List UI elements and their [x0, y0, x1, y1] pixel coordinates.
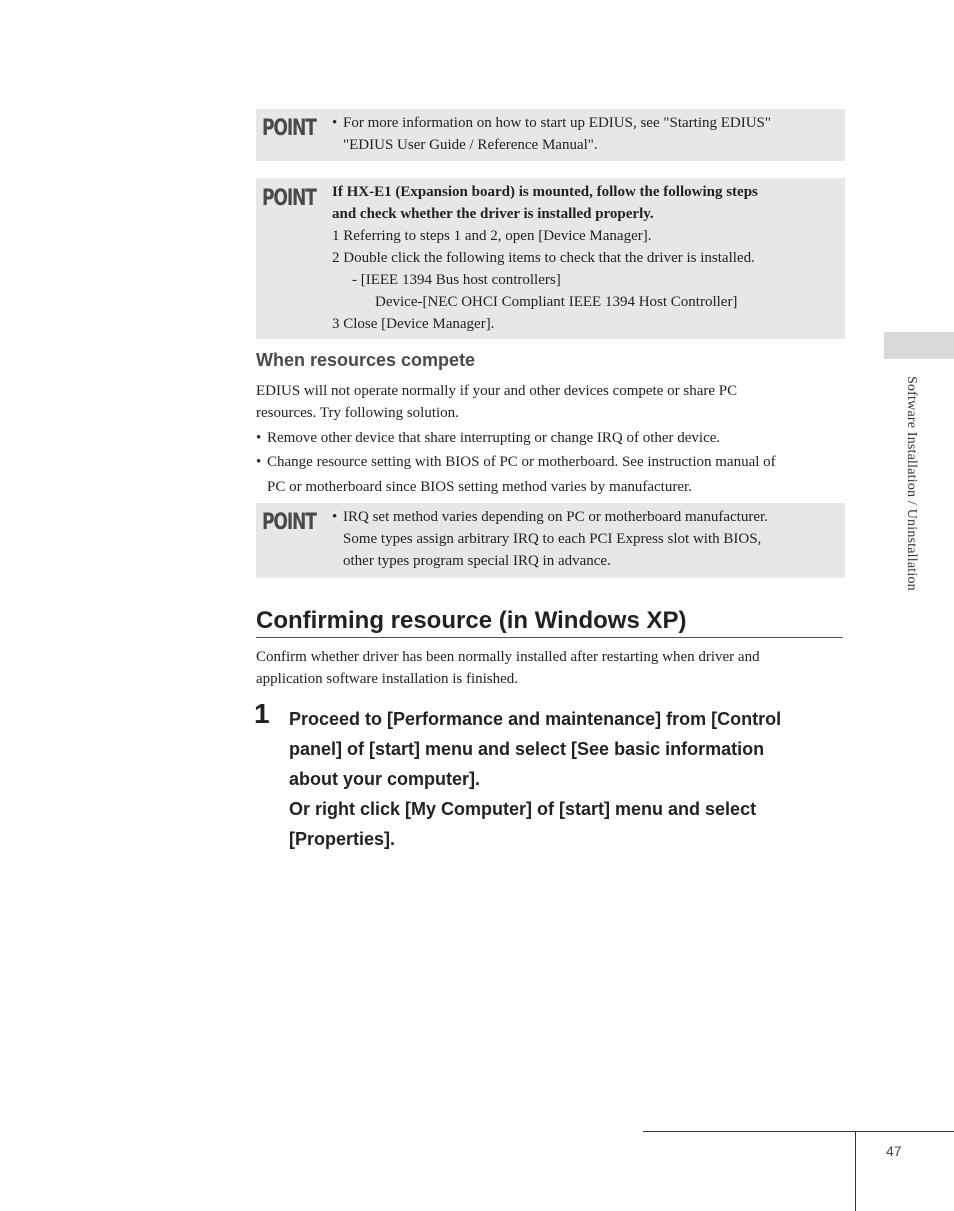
point-box-startup: [256, 109, 845, 161]
chapter-tab: [884, 332, 954, 359]
point-box-hx-e1: [256, 178, 845, 339]
section-intro: [256, 646, 846, 690]
step-number: 1: [254, 698, 270, 729]
point-badge: POINT: [262, 510, 316, 535]
step-line: Proceed to [Performance and maintenance] from [Control: [289, 709, 782, 729]
text-line: Change resource setting with BIOS of PC or motherboard. See instruction manual of: [267, 454, 776, 470]
bold-line: and check whether the driver is installed properly.: [332, 206, 654, 222]
step-line: about your computer].: [289, 769, 481, 789]
bold-line: If HX-E1 (Expansion board) is mounted, follow the following steps: [332, 184, 758, 200]
section-title: Confirming resource (in Windows XP): [256, 606, 843, 638]
bullet-dot: •: [256, 430, 262, 446]
step-line: 1 Referring to steps 1 and 2, open [Device Manager].: [332, 228, 652, 244]
text-line: Some types assign arbitrary IRQ to each PCI Express slot with BIOS,: [343, 531, 762, 547]
step-line: [Properties].: [289, 829, 396, 849]
step-line: - [IEEE 1394 Bus host controllers]: [352, 272, 561, 288]
list-item: [256, 426, 846, 451]
step-line: 3 Close [Device Manager].: [332, 316, 495, 332]
subsection-heading: When resources compete: [256, 350, 476, 370]
step-line: 2 Double click the following items to check that the driver is installed.: [332, 250, 755, 266]
point-box-text: [332, 112, 833, 156]
text-line: Confirm whether driver has been normally installed after restarting when driver and: [256, 649, 760, 665]
text-line: Remove other device that share interrupting or change IRQ of other device.: [267, 430, 721, 446]
step-line: Device-[NEC OHCI Compliant IEEE 1394 Host Controller]: [375, 294, 738, 310]
text-line: "EDIUS User Guide / Reference Manual".: [343, 137, 598, 153]
step-line: panel] of [start] menu and select [See basic information: [289, 739, 765, 759]
bullet-dot: •: [256, 454, 262, 470]
text-line: For more information on how to start up EDIUS, see "Starting EDIUS": [343, 115, 772, 131]
footer-rule: [643, 1131, 954, 1132]
text-line: IRQ set method varies depending on PC or motherboard manufacturer.: [343, 509, 768, 525]
step-line: Or right click [My Computer] of [start] menu and select: [289, 799, 757, 819]
page-number: 47: [886, 1143, 902, 1159]
text-line: PC or motherboard since BIOS setting method varies by manufacturer.: [267, 479, 692, 495]
chapter-side-label: Software Installation / Uninstallation: [904, 376, 919, 591]
bullet-line: [332, 112, 833, 156]
point-box-irq: [256, 503, 845, 578]
footer-divider: [855, 1131, 856, 1211]
bullet-dot: •: [332, 115, 338, 131]
list-item: [256, 450, 846, 500]
point-box-text: [332, 181, 833, 335]
text-line: application software installation is finished.: [256, 671, 519, 687]
point-badge: POINT: [262, 116, 316, 141]
text-line: resources. Try following solution.: [256, 405, 459, 421]
text-line: other types program special IRQ in advance.: [343, 553, 611, 569]
point-badge: POINT: [262, 186, 316, 211]
step-instructions: [289, 704, 849, 854]
resources-intro: [256, 380, 846, 424]
bullet-line: [332, 506, 833, 572]
bullet-dot: •: [332, 509, 338, 525]
point-box-text: [332, 506, 833, 572]
text-line: EDIUS will not operate normally if your and other devices compete or share PC: [256, 383, 738, 399]
